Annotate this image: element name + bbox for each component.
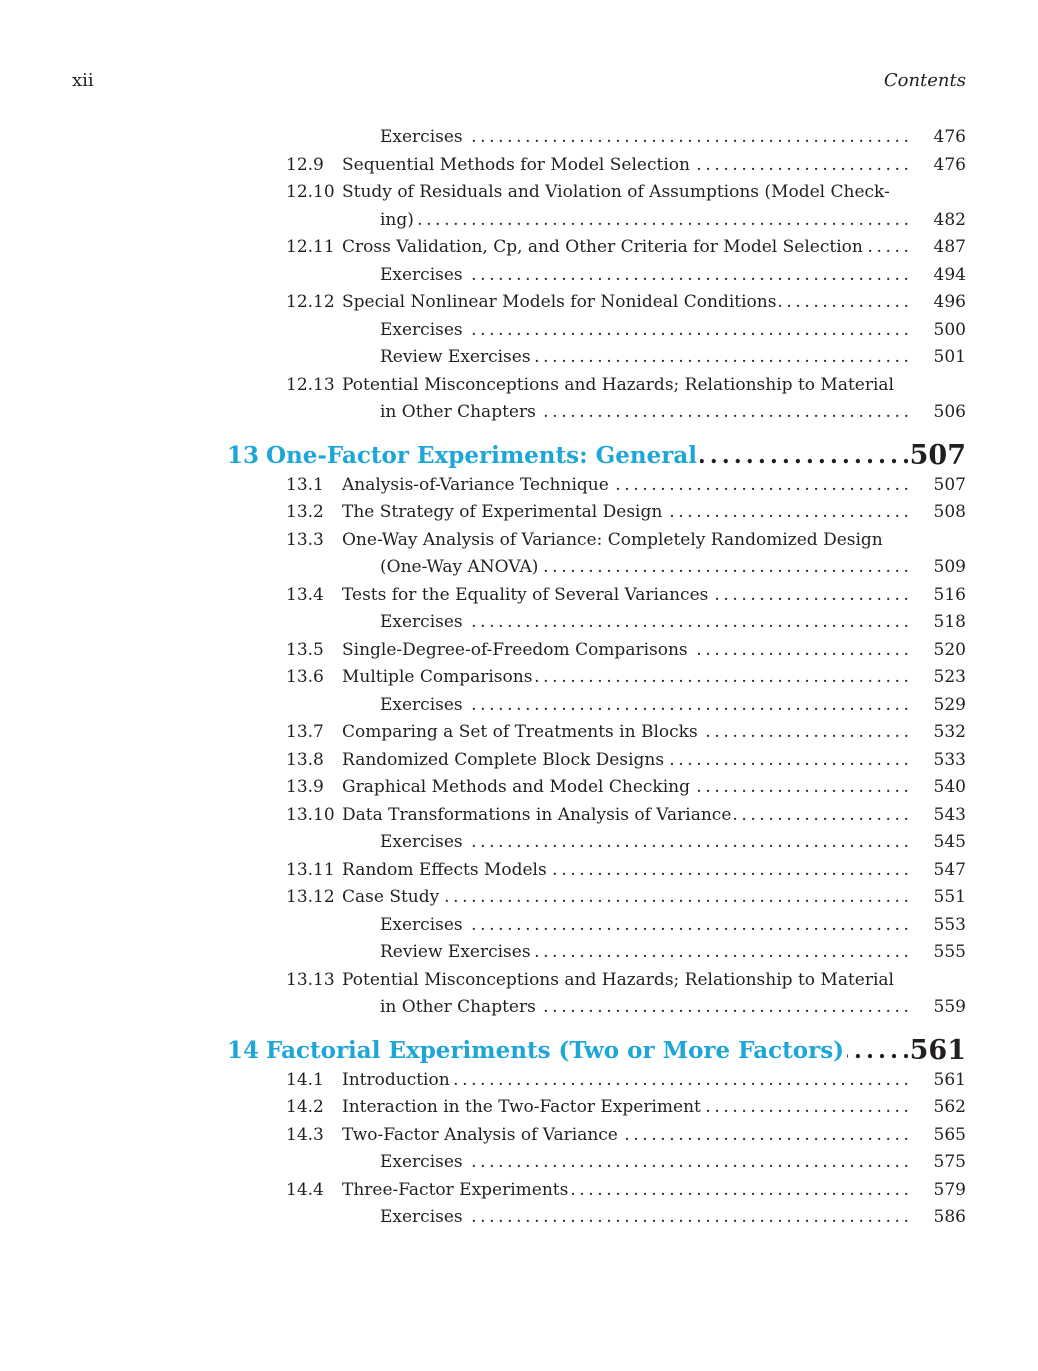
section-number: 13.11 bbox=[286, 859, 335, 880]
toc-subentry[interactable] bbox=[72, 912, 966, 940]
toc-subentry[interactable] bbox=[72, 262, 966, 290]
section-title: Three-Factor Experiments . . . bbox=[342, 1177, 908, 1205]
toc-entry[interactable] bbox=[72, 1094, 966, 1122]
section-title: Special Nonlinear Models for Nonideal Conditions . . . bbox=[342, 289, 908, 317]
section-page: 476 bbox=[933, 154, 966, 175]
section-page: 575 bbox=[933, 1152, 966, 1172]
section-page: 516 bbox=[933, 584, 966, 605]
section-title: Review Exercises . . . bbox=[380, 344, 908, 372]
section-number: 14.3 bbox=[286, 1124, 324, 1145]
section-title: in Other Chapters . . . bbox=[380, 399, 908, 427]
section-title: Introduction . . . bbox=[342, 1067, 908, 1095]
toc-entry[interactable] bbox=[72, 499, 966, 527]
toc-subentry[interactable] bbox=[72, 692, 966, 720]
toc-entry[interactable] bbox=[72, 179, 966, 207]
section-title: Exercises . . . bbox=[380, 692, 908, 720]
section-page: 506 bbox=[933, 402, 966, 422]
section-page: 500 bbox=[933, 319, 966, 340]
section-page: 561 bbox=[933, 1069, 966, 1090]
toc-subentry[interactable] bbox=[72, 344, 966, 372]
section-page: 518 bbox=[933, 612, 966, 632]
section-page: 555 bbox=[933, 942, 966, 962]
section-page: 562 bbox=[933, 1097, 966, 1117]
section-title: Exercises . . . bbox=[380, 912, 908, 940]
section-page: 482 bbox=[933, 209, 966, 230]
toc-entry[interactable] bbox=[72, 527, 966, 555]
section-title: Exercises . . . bbox=[380, 262, 908, 290]
section-title: The Strategy of Experimental Design . . . bbox=[342, 499, 908, 527]
section-title: Data Transformations in Analysis of Variance . . . bbox=[342, 802, 908, 830]
section-number: 13.2 bbox=[286, 502, 324, 522]
toc-entry[interactable] bbox=[72, 1177, 966, 1205]
toc-entry[interactable] bbox=[72, 234, 966, 262]
section-title: Single-Degree-of-Freedom Comparisons . . . bbox=[342, 637, 908, 665]
toc-entry[interactable] bbox=[72, 967, 966, 995]
chapter-page: 507 bbox=[909, 439, 966, 471]
section-title: Exercises . . . bbox=[380, 609, 908, 637]
section-page: 545 bbox=[933, 832, 966, 852]
section-title: One-Way Analysis of Variance: Completely Randomized Design bbox=[342, 527, 908, 555]
section-number: 13.10 bbox=[286, 804, 335, 825]
toc-entry[interactable] bbox=[72, 884, 966, 912]
toc-entry[interactable] bbox=[72, 1067, 966, 1095]
section-page: 523 bbox=[933, 667, 966, 687]
section-title: ing) . . . bbox=[380, 207, 908, 235]
section-number: 13.13 bbox=[286, 969, 335, 990]
section-page: 559 bbox=[933, 997, 966, 1017]
section-page: 476 bbox=[933, 127, 966, 147]
toc-subentry[interactable] bbox=[72, 124, 966, 152]
toc-subentry[interactable] bbox=[72, 939, 966, 967]
section-page: 565 bbox=[933, 1124, 966, 1145]
toc-subentry[interactable] bbox=[72, 609, 966, 637]
toc-entry[interactable] bbox=[72, 289, 966, 317]
toc-entry[interactable] bbox=[72, 372, 966, 400]
toc-entry[interactable] bbox=[72, 582, 966, 610]
toc-entry[interactable] bbox=[72, 802, 966, 830]
chapter-number: 13 bbox=[227, 441, 260, 469]
section-page: 494 bbox=[933, 264, 966, 285]
page-number: xii bbox=[72, 70, 94, 91]
section-title: Analysis-of-Variance Technique . . . bbox=[342, 472, 908, 500]
section-title: Study of Residuals and Violation of Assumptions (Model Check- bbox=[342, 179, 908, 207]
section-number: 13.4 bbox=[286, 584, 324, 605]
running-header bbox=[72, 70, 966, 96]
toc-entry[interactable] bbox=[72, 774, 966, 802]
section-number: 12.9 bbox=[286, 154, 324, 175]
chapter-page: 561 bbox=[909, 1034, 966, 1066]
toc-entry-continuation[interactable] bbox=[72, 207, 966, 235]
section-page: 543 bbox=[933, 804, 966, 825]
toc-entry[interactable] bbox=[72, 472, 966, 500]
section-title: Random Effects Models . . . bbox=[342, 857, 908, 885]
section-title: Review Exercises . . . bbox=[380, 939, 908, 967]
section-number: 12.10 bbox=[286, 182, 335, 202]
section-title: Randomized Complete Block Designs . . . bbox=[342, 747, 908, 775]
section-number: 14.1 bbox=[286, 1069, 324, 1090]
section-page: 551 bbox=[933, 887, 966, 907]
section-title: Graphical Methods and Model Checking . . . bbox=[342, 774, 908, 802]
running-title: Contents bbox=[883, 70, 966, 91]
section-title: Cross Validation, Cp, and Other Criteria for Model Selection . . . bbox=[342, 234, 908, 262]
section-title: Potential Misconceptions and Hazards; Relationship to Material bbox=[342, 372, 908, 400]
section-title: Exercises . . . bbox=[380, 829, 908, 857]
section-number: 13.6 bbox=[286, 667, 324, 687]
section-page: 533 bbox=[933, 749, 966, 770]
chapter-title: Factorial Experiments (Two or More Factors) . . . bbox=[266, 1035, 908, 1067]
section-number: 12.11 bbox=[286, 237, 335, 257]
section-title: Potential Misconceptions and Hazards; Relationship to Material bbox=[342, 967, 908, 995]
section-title: Sequential Methods for Model Selection . . . bbox=[342, 152, 908, 180]
section-page: 529 bbox=[933, 694, 966, 715]
section-page: 532 bbox=[933, 722, 966, 742]
toc-entry[interactable] bbox=[72, 637, 966, 665]
section-title: Exercises . . . bbox=[380, 1204, 908, 1232]
section-number: 13.7 bbox=[286, 722, 324, 742]
section-title: in Other Chapters . . . bbox=[380, 994, 908, 1022]
section-number: 13.12 bbox=[286, 887, 335, 907]
section-number: 13.1 bbox=[286, 474, 324, 495]
toc-subentry[interactable] bbox=[72, 1204, 966, 1232]
section-number: 13.5 bbox=[286, 639, 324, 660]
section-title: Exercises . . . bbox=[380, 124, 908, 152]
section-title: Exercises . . . bbox=[380, 1149, 908, 1177]
chapter-title: One-Factor Experiments: General . . . bbox=[266, 440, 908, 472]
chapter-entry[interactable] bbox=[72, 1035, 966, 1067]
toc-entry[interactable] bbox=[72, 664, 966, 692]
toc-entry[interactable] bbox=[72, 719, 966, 747]
section-number: 13.9 bbox=[286, 777, 324, 797]
chapter-entry[interactable] bbox=[72, 440, 966, 472]
section-page: 547 bbox=[933, 859, 966, 880]
section-title: Tests for the Equality of Several Variances . . . bbox=[342, 582, 908, 610]
section-title: (One-Way ANOVA) . . . bbox=[380, 554, 908, 582]
section-page: 487 bbox=[933, 237, 966, 257]
toc-entry[interactable] bbox=[72, 1122, 966, 1150]
section-title: Multiple Comparisons . . . bbox=[342, 664, 908, 692]
section-title: Two-Factor Analysis of Variance . . . bbox=[342, 1122, 908, 1150]
section-number: 13.8 bbox=[286, 749, 324, 770]
section-page: 496 bbox=[933, 292, 966, 312]
toc-subentry[interactable] bbox=[72, 1149, 966, 1177]
toc-entry[interactable] bbox=[72, 152, 966, 180]
toc-entry[interactable] bbox=[72, 857, 966, 885]
section-page: 586 bbox=[933, 1207, 966, 1227]
section-number: 12.12 bbox=[286, 292, 335, 312]
section-number: 13.3 bbox=[286, 529, 324, 550]
toc-subentry[interactable] bbox=[72, 317, 966, 345]
section-page: 553 bbox=[933, 914, 966, 935]
section-page: 509 bbox=[933, 557, 966, 577]
section-number: 14.2 bbox=[286, 1097, 324, 1117]
section-page: 579 bbox=[933, 1179, 966, 1200]
toc-entry-continuation[interactable] bbox=[72, 994, 966, 1022]
section-number: 12.13 bbox=[286, 374, 335, 395]
section-title: Interaction in the Two-Factor Experiment . . . bbox=[342, 1094, 908, 1122]
section-page: 507 bbox=[933, 474, 966, 495]
toc-subentry[interactable] bbox=[72, 829, 966, 857]
toc-entry-continuation[interactable] bbox=[72, 554, 966, 582]
section-page: 501 bbox=[933, 347, 966, 367]
section-title: Comparing a Set of Treatments in Blocks . . . bbox=[342, 719, 908, 747]
toc-entry-continuation[interactable] bbox=[72, 399, 966, 427]
section-number: 14.4 bbox=[286, 1179, 324, 1200]
section-page: 508 bbox=[933, 502, 966, 522]
toc-entry[interactable] bbox=[72, 747, 966, 775]
table-of-contents bbox=[72, 124, 966, 1232]
section-title: Exercises . . . bbox=[380, 317, 908, 345]
section-title: Case Study . . . bbox=[342, 884, 908, 912]
section-page: 540 bbox=[933, 777, 966, 797]
chapter-number: 14 bbox=[227, 1036, 260, 1064]
section-page: 520 bbox=[933, 639, 966, 660]
